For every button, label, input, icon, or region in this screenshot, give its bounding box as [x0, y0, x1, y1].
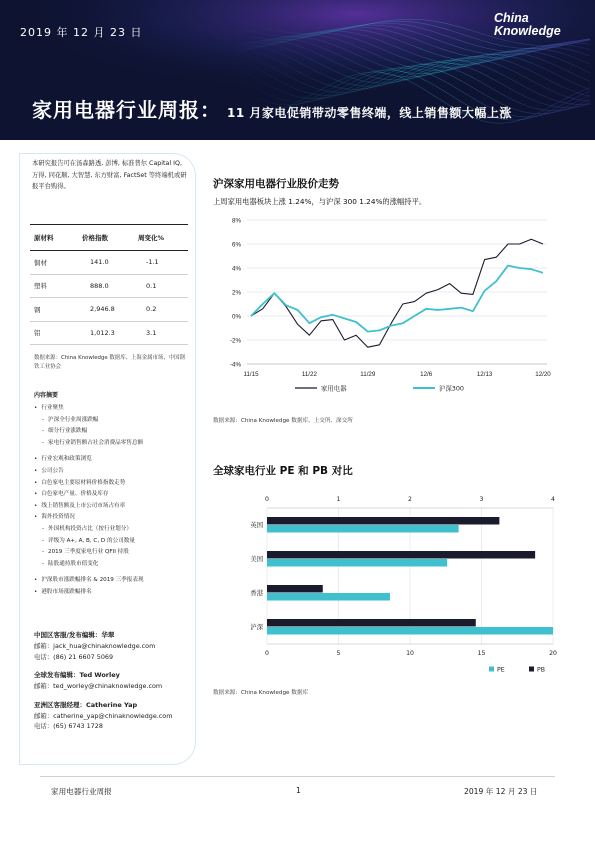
sidebar [20, 154, 195, 764]
bottom-tick-label: 20 [549, 650, 557, 657]
x-tick-label: 11/15 [243, 371, 259, 378]
table-row [30, 298, 188, 322]
contact-head: 中国区客服/发布编辑：华翠 [34, 631, 115, 639]
y-tick-label: 4% [232, 265, 241, 273]
contact-email[interactable]: 邮箱：ted_worley@chinaknowledge.com [34, 682, 163, 690]
y-tick-label: 2% [232, 289, 241, 297]
table-cell: 888.0 [82, 274, 138, 298]
bar-pb [267, 619, 476, 627]
bar-pb [267, 517, 499, 525]
y-tick-label: 0% [232, 313, 241, 321]
contact-email[interactable]: 邮箱：jack_hua@chinaknowledge.com [34, 642, 156, 650]
toc-item[interactable]: • 公司公告 [34, 466, 190, 478]
toc-item[interactable]: - 外国机构投资占比（按行业划分） [34, 524, 190, 536]
contact-head: 亚洲区客服经理：Catherine Yap [34, 700, 138, 709]
toc-item[interactable]: • 港股市场涨跌幅排名 [34, 587, 190, 599]
table-cell: 0.1 [138, 274, 188, 298]
table-header: 周变化% [138, 225, 188, 251]
table-of-contents [34, 390, 190, 599]
toc-item[interactable]: • 沪深股市涨跌幅排名 & 2019 三季报表现 [34, 575, 190, 587]
series-line-csi300 [251, 266, 543, 332]
stock-section-title: 沪深家用电器行业股价走势 [213, 178, 339, 190]
table-cell: 3.1 [138, 321, 188, 345]
table-cell: -1.1 [138, 251, 188, 275]
table-row [30, 321, 188, 345]
toc-item[interactable]: • 行业聚焦 [34, 403, 190, 415]
legend-label: PE [497, 666, 505, 674]
y-tick-label: 6% [232, 241, 241, 249]
raw-material-price-table [30, 224, 188, 345]
report-title-main: 家用电器行业周报： [32, 98, 221, 122]
category-label: 沪深 [250, 624, 263, 631]
top-tick-label: 3 [479, 496, 484, 503]
bar-pe [267, 593, 390, 601]
category-label: 香港 [250, 590, 263, 597]
bottom-tick-label: 15 [477, 650, 486, 657]
legend-label: 家用电器 [321, 384, 347, 393]
table-header: 价格指数 [82, 225, 138, 251]
pe-pb-bar-chart [213, 490, 573, 685]
bottom-tick-label: 10 [406, 650, 414, 657]
table-row [30, 251, 188, 275]
top-tick-label: 0 [265, 496, 269, 503]
toc-list [34, 403, 190, 599]
bar-pe [267, 559, 447, 567]
toc-item[interactable]: • 行业宏观和政策浏览 [34, 454, 190, 466]
x-tick-label: 11/22 [301, 371, 317, 378]
legend-swatch [529, 667, 534, 672]
table-cell: 塑料 [30, 274, 82, 298]
footer-page-number: 1 [296, 786, 301, 795]
category-label: 英国 [250, 522, 263, 529]
category-label: 美国 [250, 556, 263, 563]
top-tick-label: 2 [408, 496, 412, 503]
report-date: 2019 年 12 月 23 日 [20, 26, 143, 39]
footer-report-name: 家用电器行业周报 [51, 787, 112, 796]
toc-item[interactable]: • 海外投资情况 [34, 512, 190, 524]
stock-trend-line-chart [213, 212, 563, 402]
bar-pe [267, 525, 459, 533]
table-header: 原材料 [30, 225, 82, 251]
sidebar-intro: 本研究报告可在汤森路透, 彭博, 标准普尔 Capital IQ, 万得, 同花顺, 大智慧, 东方财富, FactSet 等终端机或研报平台购得。 [32, 160, 187, 190]
contact-phone: 电话：(65) 6743 1728 [34, 722, 103, 730]
legend-swatch [489, 667, 494, 672]
bar-pe [267, 627, 553, 635]
table-cell: 铜材 [30, 251, 82, 275]
top-tick-label: 1 [336, 496, 341, 503]
x-tick-label: 12/13 [476, 371, 493, 378]
price-table-source: 数据来源：China Knowledge 数据库、上海金属市场、中国钢铁工业协会 [34, 355, 185, 370]
table-row [30, 274, 188, 298]
table-cell: 141.0 [82, 251, 138, 275]
stock-section-desc: 上周家用电器板块上涨 1.24%，与沪深 300 1.24%的涨幅持平。 [213, 197, 427, 206]
x-tick-label: 12/6 [420, 371, 433, 378]
table-cell: 0.2 [138, 298, 188, 322]
x-tick-label: 11/29 [360, 371, 376, 378]
toc-item[interactable]: • 线上销售额及上市公司市场占有率 [34, 501, 190, 513]
table-header-row [30, 225, 188, 251]
footer-date: 2019 年 12 月 23 日 [464, 787, 538, 796]
pe-chart-source: 数据来源：China Knowledge 数据库 [213, 690, 309, 696]
x-tick-label: 12/20 [535, 371, 551, 378]
bottom-tick-label: 5 [336, 650, 341, 657]
contact-phone: 电话：(86) 21 6607 5069 [34, 652, 114, 661]
toc-item[interactable]: - 陆股通持股市值变化 [34, 559, 190, 571]
contact-global [34, 670, 192, 692]
toc-item[interactable]: - 家电行业销售额占社会消费品零售总额 [34, 438, 190, 450]
legend-label: 沪深300 [439, 384, 464, 393]
table-cell: 2,946.8 [82, 298, 138, 322]
contact-head: 全球发布编辑：Ted Worley [34, 671, 120, 679]
table-cell: 1,012.3 [82, 321, 138, 345]
toc-item[interactable]: - 沪深全行业周涨跌幅 [34, 415, 190, 427]
table-cell: 钢 [30, 298, 82, 322]
y-tick-label: -4% [229, 361, 241, 369]
report-title-sub: 11 月家电促销带动零售终端，线上销售额大幅上涨 [227, 106, 512, 120]
toc-title: 内容摘要 [34, 392, 59, 399]
pe-section-title: 全球家电行业 PE 和 PB 对比 [213, 465, 353, 477]
toc-item[interactable]: • 白色家电产量、价格及库存 [34, 489, 190, 501]
footer-divider [40, 776, 555, 777]
toc-item[interactable]: - 细分行业涨跌幅 [34, 426, 190, 438]
y-tick-label: -2% [229, 337, 241, 345]
bar-pb [267, 551, 535, 559]
china-knowledge-logo: China Knowledge [494, 11, 561, 38]
stock-chart-source: 数据来源：China Knowledge 数据库、上交所、深交所 [213, 418, 353, 424]
bottom-tick-label: 0 [265, 650, 269, 657]
series-line-appliance [251, 239, 543, 347]
toc-item[interactable]: • 白色家电主要原材料价格指数走势 [34, 478, 190, 490]
toc-item[interactable]: - 2019 三季度家电行业 QFII 持股 [34, 547, 190, 559]
top-tick-label: 4 [551, 496, 555, 503]
report-title [32, 94, 512, 123]
header-banner [0, 0, 595, 140]
toc-item[interactable]: - 评级为 A+, A, B, C, D 的公司数量 [34, 536, 190, 548]
contacts [34, 630, 192, 740]
contact-email[interactable]: 邮箱：catherine_yap@chinaknowledge.com [34, 711, 173, 720]
table-cell: 铝 [30, 321, 82, 345]
y-tick-label: 8% [232, 217, 241, 225]
legend-label: PB [537, 666, 545, 674]
contact-china [34, 630, 192, 662]
contact-asia [34, 700, 192, 732]
bar-pb [267, 585, 323, 593]
